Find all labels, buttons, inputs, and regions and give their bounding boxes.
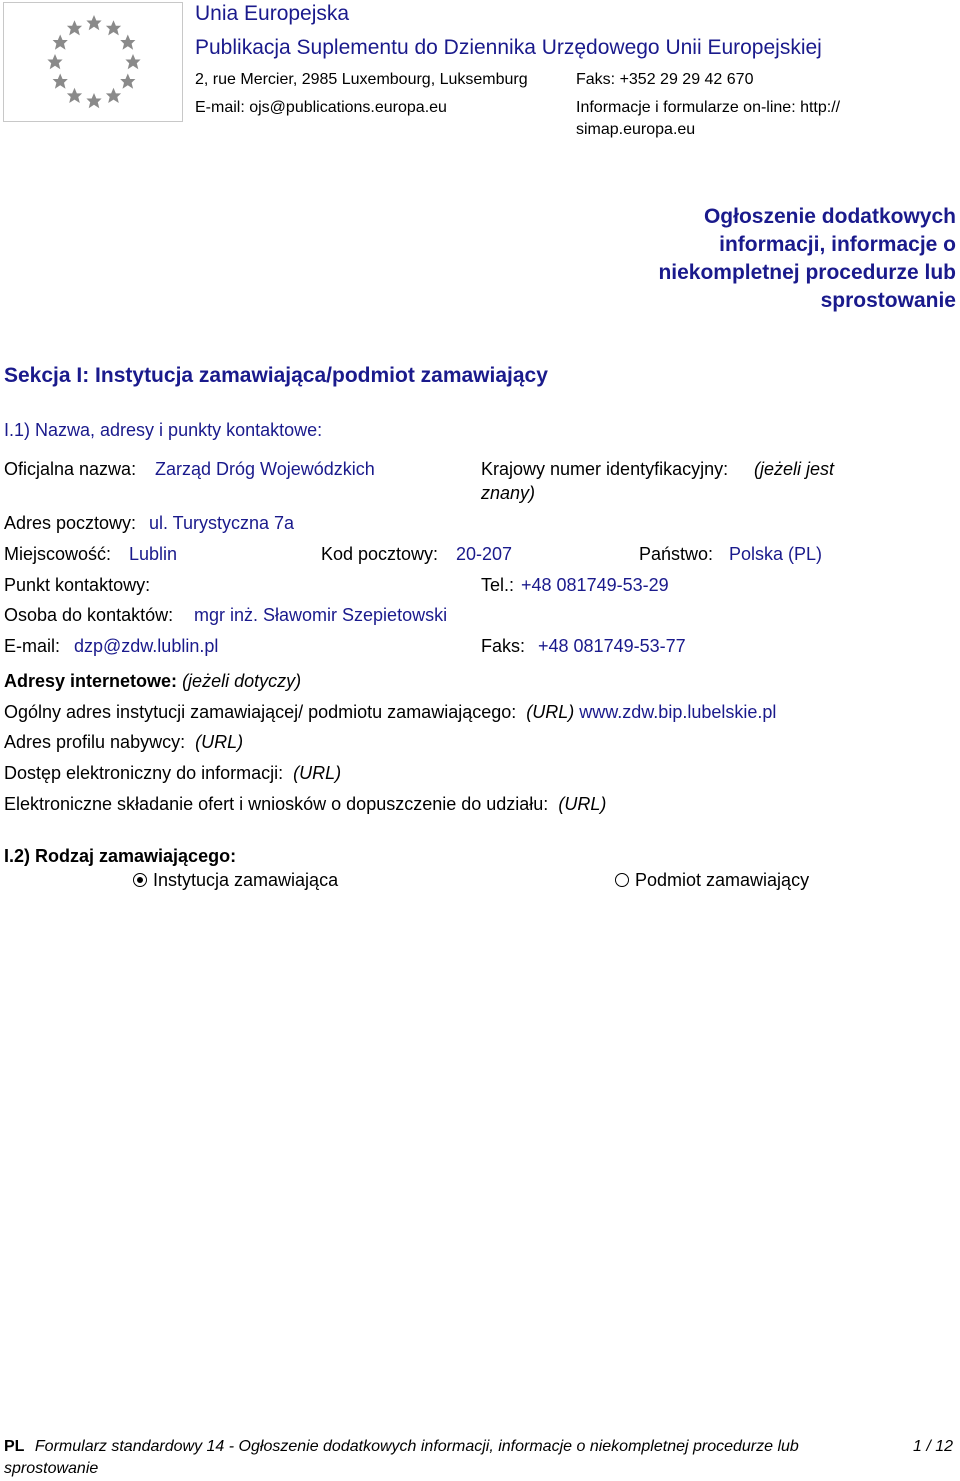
- country-value: Polska (PL): [729, 544, 823, 564]
- header-online-info[interactable]: Informacje i formularze on-line: http://: [576, 99, 841, 116]
- header-online-link[interactable]: simap.europa.eu: [576, 121, 696, 138]
- city-value: Lublin: [129, 544, 178, 564]
- footer-page-number: 1 / 12: [913, 1438, 954, 1455]
- eu-star-icon: [86, 15, 101, 30]
- eu-star-icon: [47, 54, 62, 69]
- radio-selected-icon[interactable]: [133, 873, 147, 887]
- internet-addresses: [4, 671, 301, 692]
- footer-form-title-cont: sprostowanie: [4, 1460, 99, 1477]
- fax-value: +48 081749-53-77: [538, 636, 686, 656]
- eu-star-icon: [67, 20, 82, 35]
- radio-instytucja[interactable]: [133, 870, 338, 891]
- official-name-value: Zarząd Dróg Wojewódzkich: [155, 459, 375, 479]
- radio-instytucja-label: Instytucja zamawiająca: [153, 870, 339, 890]
- buyer-profile-row: [4, 732, 243, 753]
- country-label: Państwo:: [639, 544, 714, 564]
- internet-addresses-note: (jeżeli dotyczy): [182, 671, 302, 691]
- electronic-submission-row: [4, 794, 606, 815]
- radio-podmiot-label: Podmiot zamawiający: [635, 870, 810, 890]
- electronic-access-url-tag: (URL): [293, 763, 342, 783]
- radio-unselected-icon[interactable]: [615, 873, 629, 887]
- contact-person-label: Osoba do kontaktów:: [4, 605, 174, 625]
- contact-person-value: mgr inż. Sławomir Szepietowski: [194, 605, 448, 625]
- internet-addresses-label: Adresy internetowe:: [4, 671, 178, 691]
- eu-star-icon: [86, 93, 101, 108]
- eu-star-icon: [120, 74, 135, 89]
- eu-stars-icon: [3, 2, 183, 122]
- tel-label: Tel.:: [481, 575, 515, 595]
- national-id-note-cont: znany): [481, 483, 536, 503]
- national-id-label: Krajowy numer identyfikacyjny:: [481, 459, 729, 479]
- notice-title-line: informacji, informacje o: [719, 233, 956, 256]
- eu-star-icon: [67, 88, 82, 103]
- general-address-row: [4, 702, 776, 723]
- section-title: Sekcja I: Instytucja zamawiająca/podmiot zamawiający: [4, 364, 548, 387]
- fax-label: Faks:: [481, 636, 526, 656]
- eu-star-icon: [53, 74, 68, 89]
- postal-address-value: ul. Turystyczna 7a: [149, 513, 295, 533]
- city-label: Miejscowość:: [4, 544, 112, 564]
- notice-title: [536, 203, 956, 315]
- notice-title-line: niekompletnej procedurze lub: [658, 261, 956, 284]
- electronic-submission-label: Elektroniczne składanie ofert i wniosków o dopuszczenie do udziału:: [4, 794, 549, 814]
- tel-value: +48 081749-53-29: [521, 575, 669, 595]
- radio-podmiot[interactable]: [615, 870, 809, 891]
- postcode-label: Kod pocztowy:: [321, 544, 439, 564]
- notice-title-line: sprostowanie: [820, 289, 956, 312]
- footer: [4, 1438, 799, 1456]
- header-org: Unia Europejska: [195, 2, 350, 25]
- eu-star-icon: [125, 54, 140, 69]
- eu-star-icon: [106, 20, 121, 35]
- electronic-submission-url-tag: (URL): [558, 794, 607, 814]
- subsection-2-title: I.2) Rodzaj zamawiającego:: [4, 846, 237, 866]
- email-label: E-mail:: [4, 636, 61, 656]
- buyer-profile-url-tag: (URL): [195, 732, 244, 752]
- national-id-note: (jeżeli jest: [754, 459, 835, 479]
- footer-form-title: Formularz standardowy 14 - Ogłoszenie dodatkowych informacji, informacje o niekompletnej procedurze lub: [34, 1438, 799, 1455]
- footer-lang: PL: [4, 1438, 25, 1455]
- header-fax: Faks: +352 29 29 42 670: [576, 71, 754, 88]
- header-publication: Publikacja Suplementu do Dziennika Urzędowego Unii Europejskiej: [195, 36, 822, 59]
- postal-address-label: Adres pocztowy:: [4, 513, 137, 533]
- subsection-1-title: I.1) Nazwa, adresy i punkty kontaktowe:: [4, 420, 323, 440]
- contact-point-label: Punkt kontaktowy:: [4, 575, 151, 595]
- buyer-profile-label: Adres profilu nabywcy:: [4, 732, 186, 752]
- eu-star-icon: [106, 88, 121, 103]
- general-address-url-tag: (URL): [526, 702, 575, 722]
- official-name-label: Oficjalna nazwa:: [4, 459, 137, 479]
- electronic-access-label: Dostęp elektroniczny do informacji:: [4, 763, 284, 783]
- notice-title-line: Ogłoszenie dodatkowych: [703, 205, 956, 228]
- general-address-label: Ogólny adres instytucji zamawiającej/ podmiotu zamawiającego:: [4, 702, 517, 722]
- header-address: 2, rue Mercier, 2985 Luxembourg, Luksemburg: [195, 71, 528, 88]
- general-address-value[interactable]: www.zdw.bip.lubelskie.pl: [579, 702, 777, 722]
- email-value[interactable]: dzp@zdw.lublin.pl: [74, 636, 219, 656]
- eu-star-icon: [53, 35, 68, 50]
- eu-star-icon: [120, 35, 135, 50]
- electronic-access-row: [4, 763, 341, 784]
- postcode-value: 20-207: [456, 544, 513, 564]
- header-email[interactable]: E-mail: ojs@publications.europa.eu: [195, 99, 447, 116]
